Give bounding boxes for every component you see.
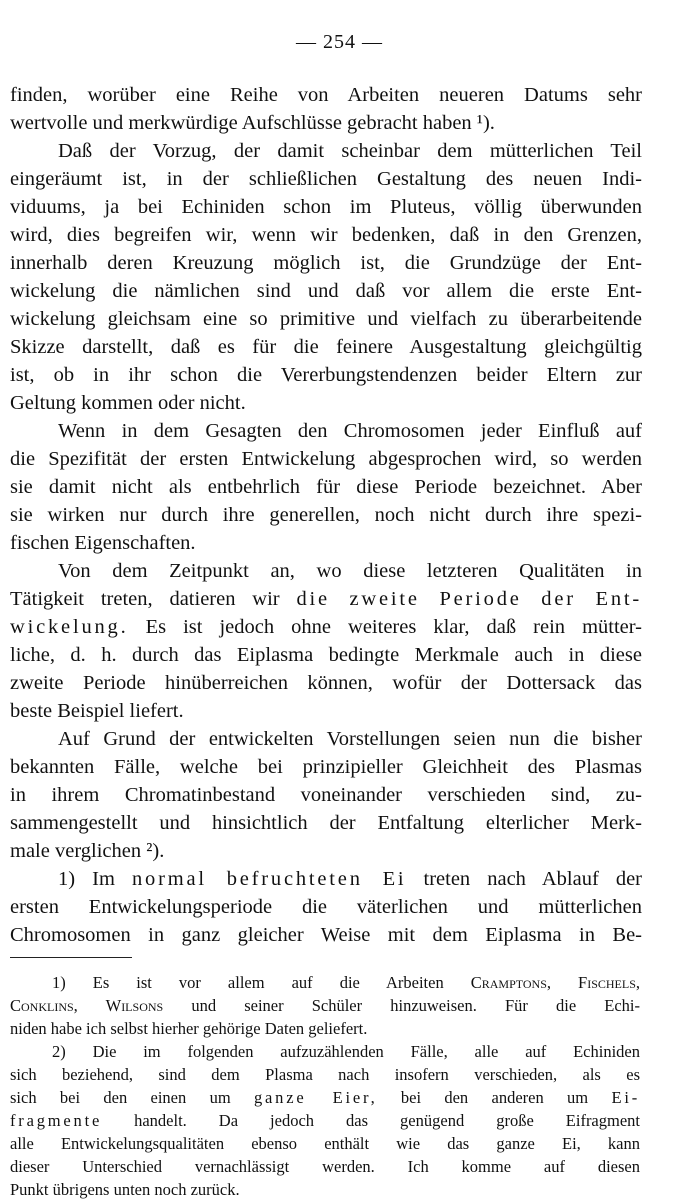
text-line: eingeräumt ist, in der schließlichen Gestaltung des neuen Indi- xyxy=(10,168,642,190)
text-line: sie damit nicht als entbehrlich für diese Periode bezeichnet. Aber xyxy=(10,476,642,498)
text-line: in ihrem Chromatinbestand voneinander verschieden sind, zu- xyxy=(10,784,642,806)
text-line: wickelung die nämlichen sind und daß vor allem die erste Ent- xyxy=(10,280,642,302)
text-line: beste Beispiel liefert. xyxy=(10,700,184,722)
text-line: Chromosomen in ganz gleicher Weise mit dem Eiplasma in Be- xyxy=(10,924,642,946)
text-line: Daß der Vorzug, der damit scheinbar dem mütterlichen Teil xyxy=(58,140,642,162)
text-line: viduums, ja bei Echiniden schon im Pluteus, völlig überwunden xyxy=(10,196,642,218)
spaced-emphasis: die zweite Periode der Ent- xyxy=(296,588,642,610)
text-line: fischen Eigenschaften. xyxy=(10,532,196,554)
text-run: Es ist jedoch ohne weiteres klar, daß rein mütter- xyxy=(145,616,643,638)
footnote-line xyxy=(10,995,640,1017)
text-line: zweite Periode hinüberreichen können, wofür der Dottersack das xyxy=(10,672,642,694)
footnote-line xyxy=(10,1110,640,1132)
text-line: wickelung gleichsam eine so primitive und vielfach zu überarbeitende xyxy=(10,308,642,330)
text-line xyxy=(10,586,642,612)
text-line: wertvolle und merkwürdige Aufschlüsse gebracht haben ¹). xyxy=(10,112,495,134)
text-line: Wenn in dem Gesagten den Chromosomen jeder Einfluß auf xyxy=(58,420,642,442)
footnote-line xyxy=(10,1087,640,1109)
text-run: 1) Es ist vor allem auf die Arbeiten xyxy=(52,973,444,992)
spaced-emphasis: normal befruchteten Ei xyxy=(131,868,407,890)
author-names: Cramptons, Fischels, xyxy=(470,973,640,992)
footnote-divider xyxy=(10,957,132,958)
text-line: liche, d. h. durch das Eiplasma bedingte Merkmale auch in diese xyxy=(10,644,642,666)
text-line xyxy=(10,614,642,640)
text-line: Von dem Zeitpunkt an, wo diese letzteren Qualitäten in xyxy=(58,560,642,582)
text-run: und seiner Schüler hinzuweisen. Für die Echi- xyxy=(191,996,641,1015)
text-run: handelt. Da jedoch das genügend große Eifragment xyxy=(134,1111,640,1130)
footnote-line: dieser Unterschied vernachlässigt werden. Ich komme auf diesen xyxy=(10,1157,640,1176)
text-line: Auf Grund der entwickelten Vorstellungen seien nun die bisher xyxy=(58,728,642,750)
footnote-line: 2) Die im folgenden aufzuzählenden Fälle, alle auf Echiniden xyxy=(52,1042,640,1061)
text-line: die Spezifität der ersten Entwickelung abgesprochen wird, so werden xyxy=(10,448,642,470)
text-line: ist, ob in ihr schon die Vererbungstendenzen beider Eltern zur xyxy=(10,364,642,386)
page-number: — 254 — xyxy=(296,31,383,53)
footnote-line: niden habe ich selbst hierher gehörige Daten geliefert. xyxy=(10,1019,368,1038)
spaced-emphasis: wickelung. xyxy=(10,616,129,638)
text-line: Skizze darstellt, daß es für die feinere Ausgestaltung gleichgültig xyxy=(10,336,642,358)
text-line: wird, dies begreifen wir, wenn wir bedenken, daß in den Grenzen, xyxy=(10,224,642,246)
text-line: innerhalb deren Kreuzung möglich ist, die Grundzüge der Ent- xyxy=(10,252,642,274)
text-line: bekannten Fälle, welche bei prinzipieller Gleichheit des Plasmas xyxy=(10,756,642,778)
text-line: sie wirken nur durch ihre generellen, noch nicht durch ihre spezi- xyxy=(10,504,642,526)
text-run: Tätigkeit treten, datieren wir xyxy=(10,588,280,610)
author-names: Conklins, Wilsons xyxy=(10,996,164,1015)
text-line: ersten Entwickelungsperiode die väterlichen und mütterlichen xyxy=(10,896,642,918)
text-run: bei den anderen um xyxy=(400,1088,589,1107)
text-line: finden, worüber eine Reihe von Arbeiten neueren Datums sehr xyxy=(10,84,642,106)
text-run: treten nach Ablauf der xyxy=(423,868,643,890)
footnote-line xyxy=(52,972,640,994)
footnote-line: alle Entwickelungsqualitäten ebenso enthält wie das ganze Ei, kann xyxy=(10,1134,640,1153)
text-line: male verglichen ²). xyxy=(10,840,165,862)
text-line: Geltung kommen oder nicht. xyxy=(10,392,246,414)
text-run: sich bei den einen um xyxy=(10,1088,231,1107)
text-run: 1) Im xyxy=(58,868,115,890)
spaced-emphasis: fragmente xyxy=(10,1111,103,1130)
text-line xyxy=(58,866,642,892)
footnote-line: Punkt übrigens unten noch zurück. xyxy=(10,1180,240,1199)
spaced-emphasis: Ei- xyxy=(611,1088,641,1107)
spaced-emphasis: ganze Eier, xyxy=(254,1088,378,1107)
text-line: sammengestellt und hinsichtlich der Entfaltung elterlicher Merk- xyxy=(10,812,642,834)
footnote-line: sich beziehend, sind dem Plasma nach insofern verschieden, als es xyxy=(10,1065,640,1084)
